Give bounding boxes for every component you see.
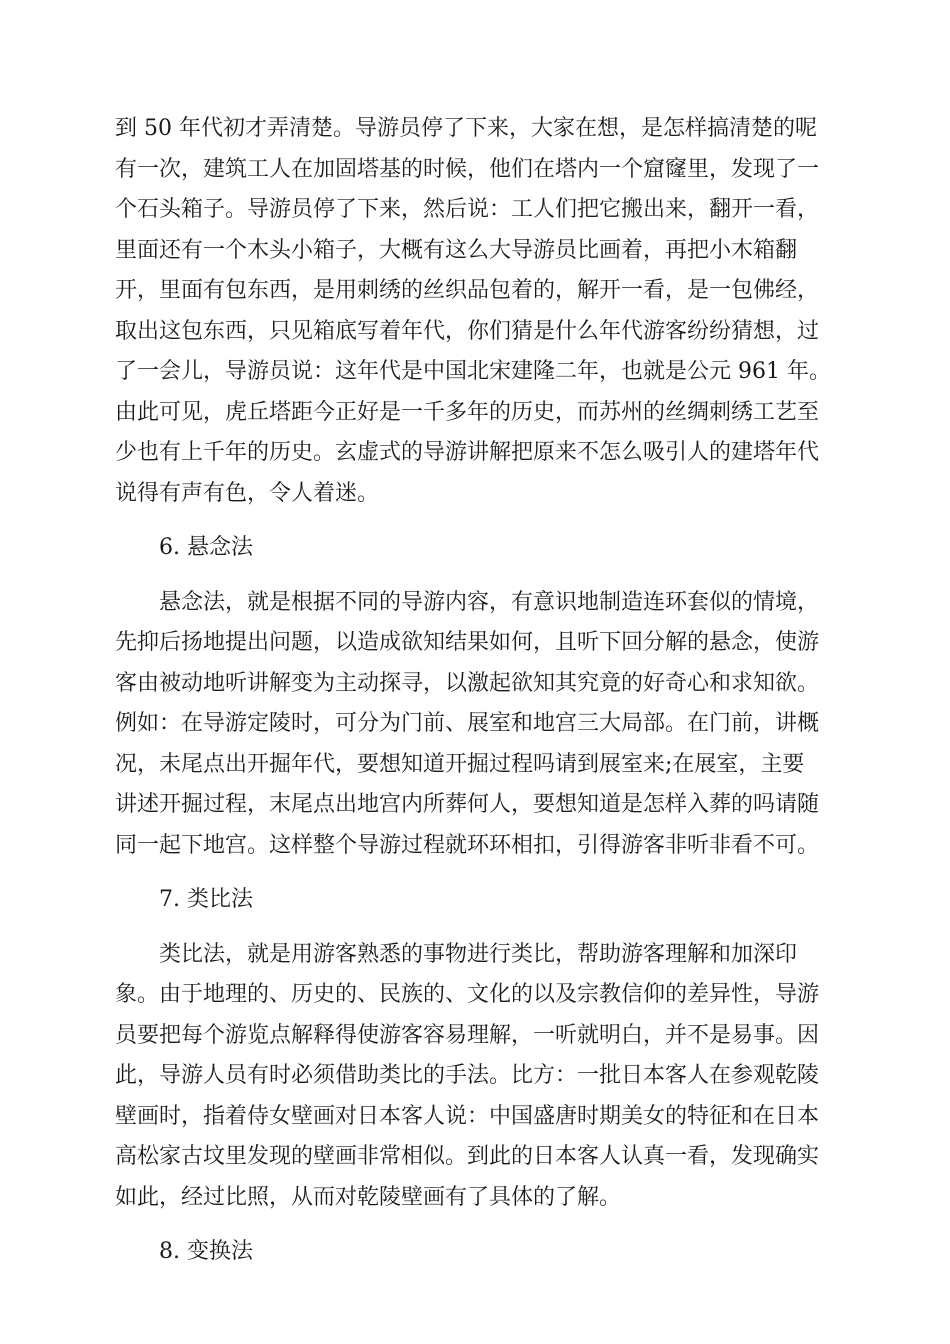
paragraph-xuanxu-example [115, 109, 835, 514]
section-heading-7: 7. 类比法 [159, 887, 253, 912]
text-line: 有一次，建筑工人在加固塔基的时候，他们在塔内一个窟窿里，发现了一 [115, 156, 820, 182]
text-line: 悬念法，就是根据不同的导游内容，有意识地制造连环套似的情境， [159, 589, 820, 615]
text-line: 了一会儿，导游员说：这年代是中国北宋建隆二年，也就是公元 961 年。 [115, 359, 831, 384]
paragraph-analogy-method [115, 935, 835, 1219]
section-heading-6: 6. 悬念法 [159, 535, 253, 560]
text-line: 取出这包东西，只见箱底写着年代，你们猜是什么年代游客纷纷猜想，过 [115, 318, 820, 344]
text-line: 客由被动地听讲解变为主动探寻，以激起欲知其究竟的好奇心和求知欲。 [115, 670, 820, 696]
text-line: 同一起下地宫。这样整个导游过程就环环相扣，引得游客非听非看不可。 [115, 832, 820, 858]
section-heading-8: 8. 变换法 [159, 1239, 253, 1264]
text-line: 开，里面有包东西，是用刺绣的丝织品包着的，解开一看，是一包佛经， [115, 278, 820, 303]
text-line: 例如：在导游定陵时，可分为门前、展室和地宫三大局部。在门前，讲概 [115, 711, 820, 736]
text-line: 壁画时，指着侍女壁画对日本客人说：中国盛唐时期美女的特征和在日本 [115, 1103, 820, 1129]
text-line: 说得有声有色，令人着迷。 [115, 480, 380, 506]
document-body [115, 109, 835, 1273]
text-line: 到 50 年代初才弄清楚。导游员停了下来，大家在想，是怎样搞清楚的呢 [115, 116, 817, 141]
text-line: 讲述开掘过程，末尾点出地宫内所葬何人，要想知道是怎样入葬的吗请随 [115, 792, 820, 817]
text-line: 象。由于地理的、历史的、民族的、文化的以及宗教信仰的差异性，导游 [115, 982, 820, 1007]
text-line: 里面还有一个木头小箱子，大概有这么大导游员比画着，再把小木箱翻 [115, 237, 798, 263]
text-line: 个石头箱子。导游员停了下来，然后说：工人们把它搬出来，翻开一看， [115, 197, 820, 222]
paragraph-suspense-method [115, 583, 835, 867]
text-line: 此，导游人员有时必须借助类比的手法。比方：一批日本客人在参观乾陵 [115, 1063, 820, 1088]
text-line: 少也有上千年的历史。玄虚式的导游讲解把原来不怎么吸引人的建塔年代 [115, 440, 820, 465]
text-line: 先抑后扬地提出问题，以造成欲知结果如何，且听下回分解的悬念，使游 [115, 630, 820, 655]
text-line: 由此可见，虎丘塔距今正好是一千多年的历史，而苏州的丝绸刺绣工艺至 [115, 399, 820, 425]
text-line: 如此，经过比照，从而对乾陵壁画有了具体的了解。 [115, 1184, 622, 1210]
text-line: 员要把每个游览点解释得使游客容易理解，一听就明白，并不是易事。因 [115, 1022, 820, 1048]
text-line: 高松家古坟里发现的壁画非常相似。到此的日本客人认真一看，发现确实 [115, 1144, 820, 1169]
text-line: 况，未尾点出开掘年代，要想知道开掘过程吗请到展室来;在展室，主要 [115, 751, 805, 777]
text-line: 类比法，就是用游客熟悉的事物进行类比，帮助游客理解和加深印 [159, 941, 798, 967]
